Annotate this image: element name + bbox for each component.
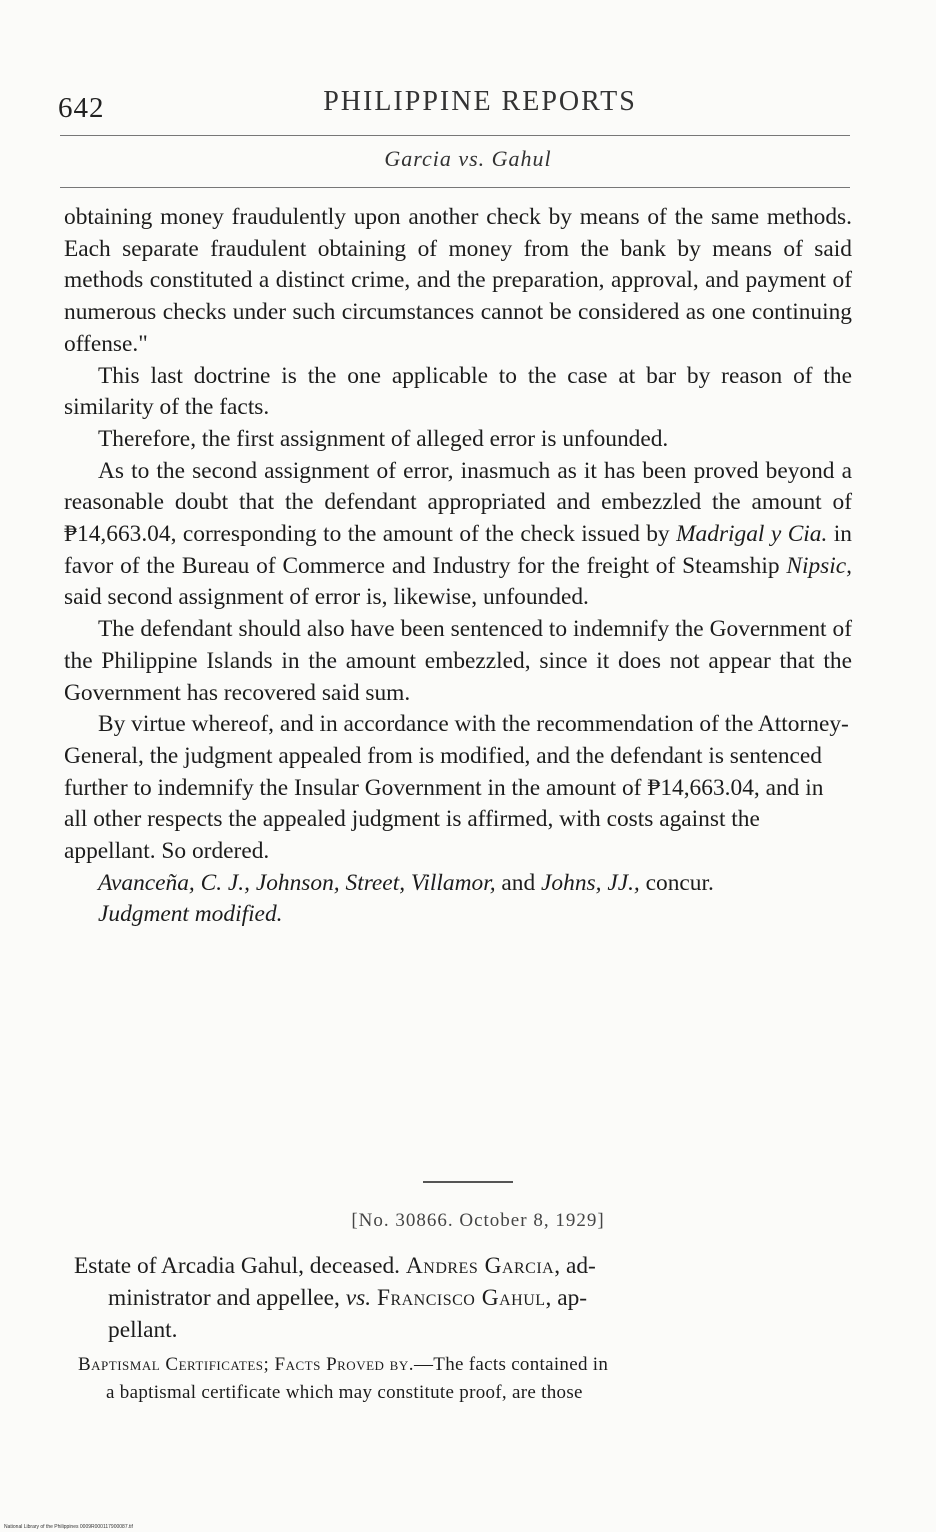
second-error-text-a: As to the second assignment of error, inasmuch as it has been proved beyond a reasonable doubt that the defendant appropriated and embezzled the amount of ₱14,663.04, corresponding to the amount of the check issued by — [64, 457, 852, 548]
concurring-johns: Johns, JJ., — [541, 869, 640, 896]
disposition — [64, 899, 852, 931]
archive-stamp: National Library of the Philippines 0009R000117900087.tif — [4, 1524, 133, 1530]
header-rule-bottom — [60, 187, 850, 188]
header-rule-top — [60, 135, 850, 136]
paragraph-quote-end: obtaining money fraudulently upon another check by means of the same methods. Each separate fraudulent obtaining of money from the bank by means of said methods constituted a distinct crime, and the preparation, approval, and payment of numerous checks under such circumstances cannot be considered as one continuing offense." — [64, 204, 852, 357]
running-title: PHILIPPINE REPORTS — [323, 86, 637, 117]
parties-line-1: Estate of Arcadia Gahul, deceased. Andres Garcia, ad- — [74, 1253, 596, 1279]
versus: vs. — [345, 1285, 372, 1311]
syllabus-line-1: Baptismal Certificates; Facts Proved by.—The facts contained in — [78, 1354, 609, 1375]
paragraph-doctrine: This last doctrine is the one applicable to the case at bar by reason of the similarity of the facts. — [64, 362, 852, 421]
case-parties — [74, 1250, 856, 1346]
opinion-body — [64, 202, 852, 931]
docket-line: [No. 30866. October 8, 1929] — [351, 1210, 605, 1231]
appellant-name: Francisco Gahul — [376, 1285, 546, 1311]
company-name: Madrigal y Cia. — [676, 521, 828, 548]
concur-and: and — [495, 869, 542, 896]
syllabus — [78, 1351, 858, 1407]
appellee-name: Andres Garcia — [405, 1253, 555, 1279]
case-caption: Garcia vs. Gahul — [384, 146, 552, 171]
syllabus-line-2: a baptismal certificate which may constitute proof, are those — [106, 1382, 583, 1403]
disposition-text: Judgment modified. — [98, 901, 283, 928]
concurrence — [64, 868, 852, 900]
paragraph-first-error: Therefore, the first assignment of alleged error is unfounded. — [98, 425, 669, 452]
second-error-text-b: in favor of the Bureau of Commerce and Industry for the freight of Steamship — [64, 521, 852, 579]
page-number: 642 — [58, 92, 105, 124]
paragraph-second-error — [64, 456, 852, 615]
concur-end: concur. — [639, 869, 714, 896]
case-separator — [423, 1181, 513, 1183]
parties-line-2: ministrator and appellee, vs. Francisco Gahul, ap- — [108, 1285, 588, 1311]
parties-line-3: pellant. — [108, 1317, 178, 1343]
steamship-name: Nipsic, — [786, 552, 852, 579]
second-error-text-c: said second assignment of error is, likewise, unfounded. — [64, 584, 589, 611]
syllabus-heading: Baptismal Certificates; Facts Proved by. — [78, 1354, 414, 1375]
concurring-justices: Avanceña, C. J., Johnson, Street, Villamor, — [98, 869, 496, 896]
paragraph-indemnify: The defendant should also have been sentenced to indemnify the Government of the Philippine Islands in the amount embezzled, since it does not appear that the Government has recovered said sum. — [64, 616, 852, 706]
paragraph-dispositive: By virtue whereof, and in accordance with the recommendation of the Attorney-General, the judgment appealed from is modified, and the defendant is sentenced further to indemnify the Insular Government in the amount of ₱14,663.04, and in all other respects the appealed judgment is affirmed, with costs against the appellant. So ordered. — [64, 711, 849, 865]
